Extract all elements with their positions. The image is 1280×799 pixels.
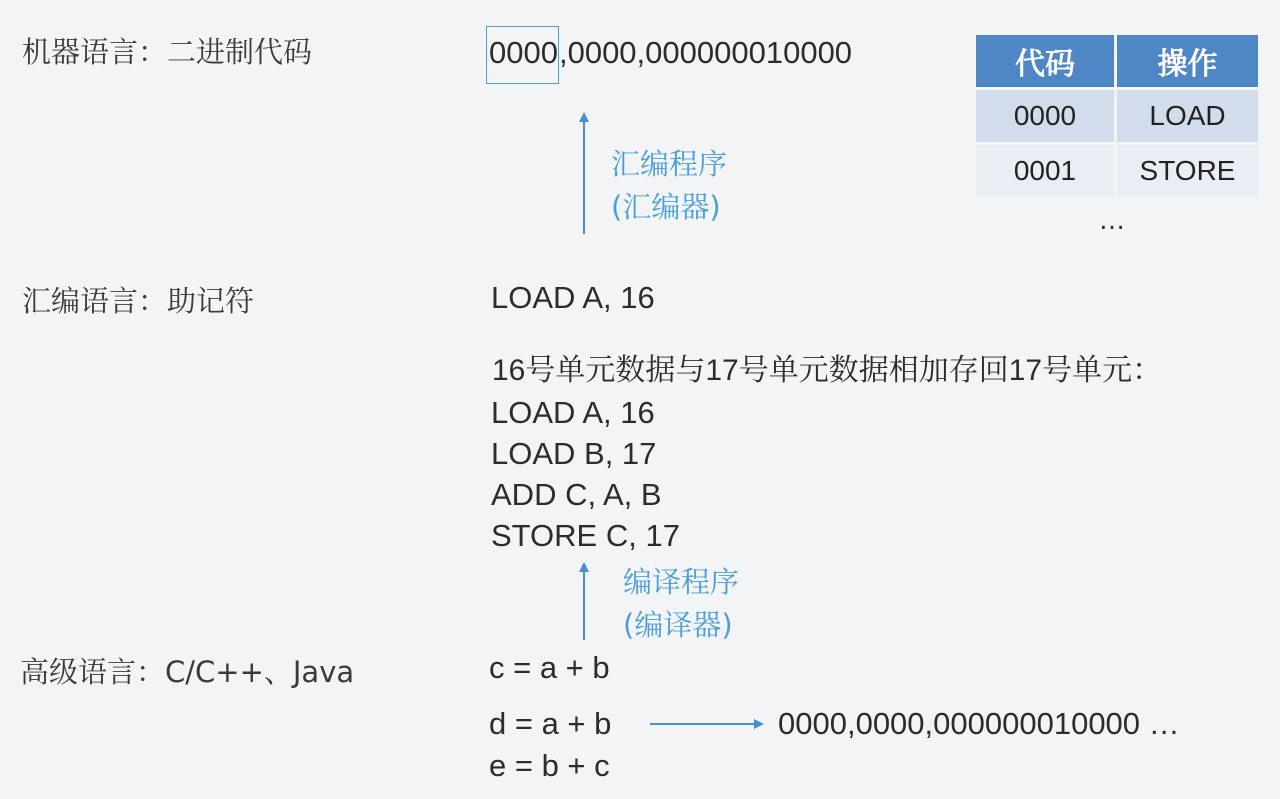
assembly-description: 16号单元数据与17号单元数据相加存回17号单元： [492,354,1163,387]
opcode-header-code: 代码 [976,35,1114,87]
right-arrow-icon [650,716,766,732]
machine-code [489,26,852,84]
high-level-statement: c = a + b [489,650,610,685]
assembly-instruction: LOAD A, 16 [491,395,655,430]
assembler-line-2: (汇编器) [611,190,721,224]
high-level-language-label: 高级语言：C/C++、Java [20,655,355,689]
table-row [976,90,1258,142]
compiler-line-1: 编译程序 [623,565,740,599]
opcode-cell-code: 0001 [976,145,1114,197]
opcode-cell-operation: STORE [1117,145,1258,197]
opcode-cell-code: 0000 [976,90,1114,142]
up-arrow-icon [576,562,592,642]
opcode-header-operation: 操作 [1117,35,1258,87]
machine-code-rest: ,0000,000000010000 [558,35,853,70]
opcode-table [973,32,1261,200]
table-row [976,145,1258,197]
assembly-instruction: LOAD B, 17 [491,436,657,471]
table-more-ellipsis: … [1099,206,1125,236]
compiled-output: 0000,0000,000000010000 … [778,706,1180,741]
assembly-program [491,392,680,556]
compiler-label [623,561,739,647]
compiler-line-2: (编译器) [623,608,733,642]
high-level-statement: e = b + c [489,748,610,783]
assembly-language-label: 汇编语言：助记符 [22,284,255,318]
up-arrow-icon [576,112,592,236]
high-level-statement: d = a + b [489,706,612,741]
assembler-label [611,143,727,229]
assembler-line-1: 汇编程序 [611,147,728,181]
opcode-cell-operation: LOAD [1117,90,1258,142]
assembly-instruction: STORE C, 17 [491,518,680,553]
assembly-example: LOAD A, 16 [491,280,655,315]
machine-language-label: 机器语言：二进制代码 [22,35,313,69]
opcode-highlight-box: 0000 [486,26,559,84]
assembly-instruction: ADD C, A, B [491,477,662,512]
